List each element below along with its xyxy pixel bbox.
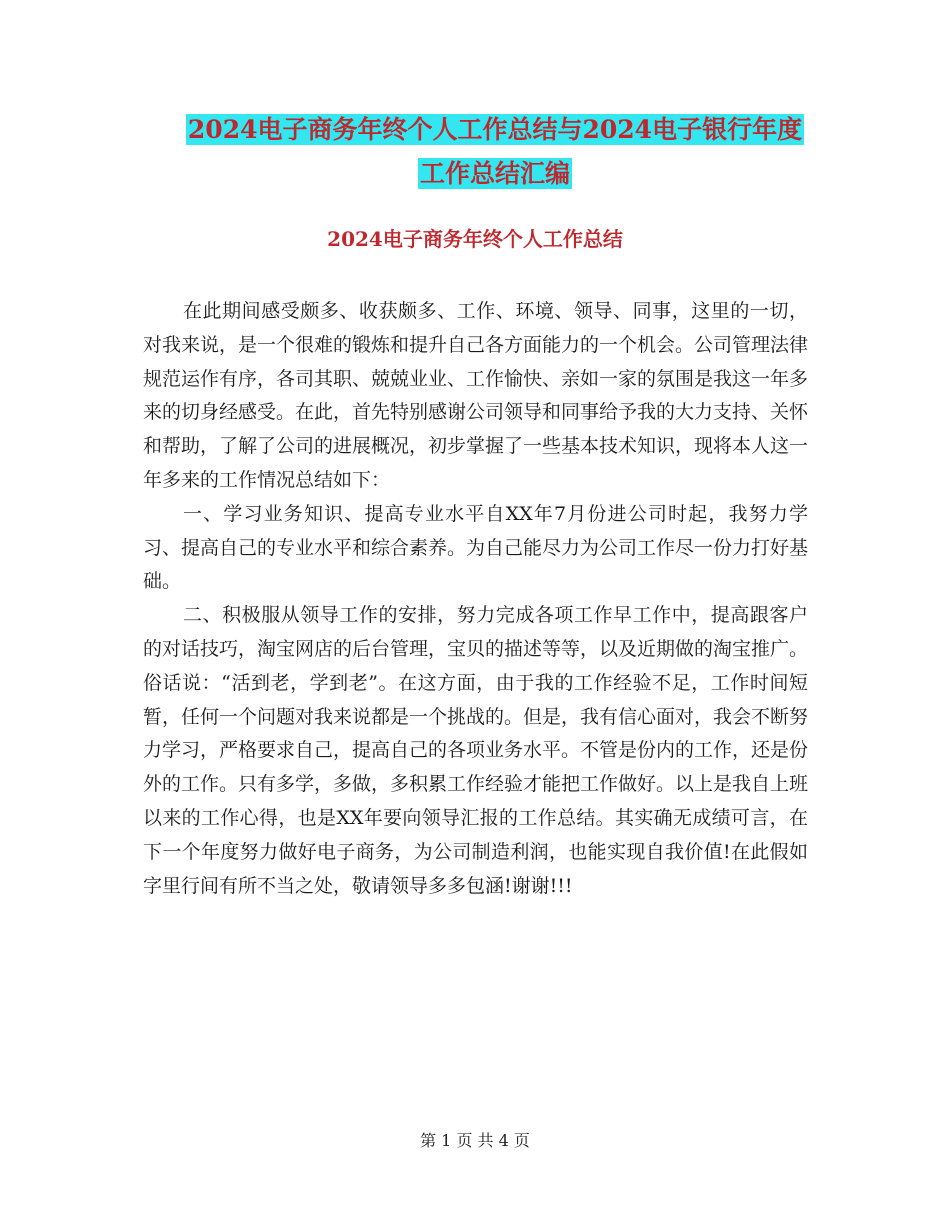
document-title-line-1 <box>120 113 870 147</box>
section-title: 2024电子商务年终个人工作总结 <box>327 227 623 251</box>
title-highlight: 工作总结汇编 <box>419 159 570 188</box>
document-title-line-2 <box>120 157 870 191</box>
paragraph-two: 二、积极服从领导工作的安排，努力完成各项工作早工作中，提高跟客户的对话技巧，淘宝网店的后台管理，宝贝的描述等等，以及近期做的淘宝推广。俗话说：“活到老，学到老”。在这方面，由于我的工作经验不足，工作时间短暂，任何一个问题对我来说都是一个挑战的。但是，我有信心面对，我会不断努力学习，严格要求自己，提高自己的各项业务水平。不管是份内的工作，还是份外的工作。只有多学，多做，多积累工作经验才能把工作做好。以上是我自上班以来的工作心得，也是XX年要向领导汇报的工作总结。其实确无成绩可言，在下一个年度努力做好电子商务，为公司制造利润，也能实现自我价值!在此假如字里行间有所不当之处，敬请领导多多包涵!谢谢!!! <box>143 604 809 897</box>
page-footer: 第 1 页 共 4 页 <box>420 1131 530 1150</box>
paragraph-intro: 在此期间感受颇多、收获颇多、工作、环境、领导、同事，这里的一切，对我来说，是一个很难的锻炼和提升自己各方面能力的一个机会。公司管理法律规范运作有序，各司其职、兢兢业业、工作愉快、亲如一家的氛围是我这一年多来的切身经感受。在此，首先特别感谢公司领导和同事给予我的大力支持、关怀和帮助，了解了公司的进展概况，初步掌握了一些基本技术知识，现将本人这一年多来的工作情况总结如下： <box>143 300 809 491</box>
paragraph-one: 一、学习业务知识、提高专业水平自XX年7月份进公司时起，我努力学习、提高自己的专业水平和综合素养。为自己能尽力为公司工作尽一份力打好基础。 <box>143 502 809 593</box>
title-highlight: 2024电子商务年终个人工作总结与2024电子银行年度 <box>187 115 803 144</box>
body-text <box>143 295 808 903</box>
